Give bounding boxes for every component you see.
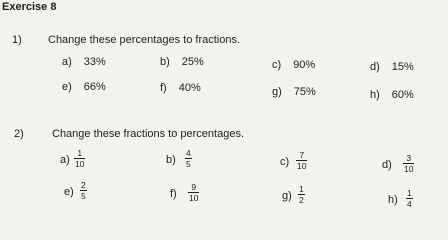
q1-item-b <box>160 56 204 68</box>
q1-item-c <box>272 59 315 71</box>
q2-fraction-e <box>80 180 87 201</box>
q2-item-label-h: h) <box>388 194 398 206</box>
fraction-denominator: 10 <box>75 159 85 169</box>
q1-item-value: 25% <box>181 56 204 68</box>
q2-item-label-b: b) <box>166 154 176 166</box>
q1-item-value: 40% <box>178 82 201 94</box>
fraction-numerator: 1 <box>77 148 83 158</box>
question-1-prompt: Change these percentages to fractions. <box>48 34 241 46</box>
q2-item-label-f: f) <box>170 188 177 200</box>
fraction-numerator: 9 <box>191 182 197 192</box>
q1-item-a <box>62 56 106 68</box>
q1-item-value: 33% <box>83 56 106 68</box>
fraction-denominator: 2 <box>299 195 304 205</box>
q1-item-value: 75% <box>293 86 316 98</box>
q1-item-value: 60% <box>391 89 414 101</box>
q1-item-value: 15% <box>391 61 414 73</box>
q2-item-label-c: c) <box>280 156 290 168</box>
fraction-numerator: 3 <box>406 153 412 163</box>
fraction-numerator: 1 <box>407 188 412 198</box>
q2-fraction-h <box>406 188 413 209</box>
q1-item-h <box>370 89 414 101</box>
fraction-denominator: 10 <box>297 161 307 171</box>
fraction-numerator: 1 <box>299 184 304 194</box>
fraction-denominator: 10 <box>404 164 414 174</box>
q2-fraction-d <box>403 153 414 174</box>
q1-item-label: a) <box>62 56 72 68</box>
q2-item-label-g: g) <box>282 190 292 202</box>
question-1-number: 1) <box>12 34 22 46</box>
q2-fraction-f <box>188 182 199 203</box>
q1-item-label: c) <box>272 59 282 71</box>
exercise-title: Exercise 8 <box>2 1 57 13</box>
question-2-number: 2) <box>14 128 24 140</box>
q2-item-label-a: a) <box>60 154 70 166</box>
q1-item-value: 66% <box>83 81 106 93</box>
q2-item-label-e: e) <box>64 186 74 198</box>
q1-item-label: f) <box>160 82 167 94</box>
fraction-numerator: 7 <box>299 150 305 160</box>
fraction-denominator: 4 <box>407 199 412 209</box>
question-2-prompt: Change these fractions to percentages. <box>52 128 245 140</box>
q1-item-label: e) <box>62 81 72 93</box>
fraction-numerator: 4 <box>186 148 191 158</box>
q1-item-label: g) <box>272 86 282 98</box>
q1-item-label: b) <box>160 56 170 68</box>
q1-item-d <box>370 61 414 73</box>
q2-fraction-g <box>298 184 305 205</box>
q1-item-e <box>62 81 106 93</box>
fraction-denominator: 5 <box>81 191 86 201</box>
q1-item-f <box>160 82 201 94</box>
q2-fraction-a <box>74 148 85 169</box>
q2-item-label-d: d) <box>382 159 392 171</box>
q2-fraction-c <box>296 150 307 171</box>
fraction-denominator: 10 <box>189 193 199 203</box>
q1-item-label: d) <box>370 61 380 73</box>
q1-item-label: h) <box>370 89 380 101</box>
fraction-denominator: 5 <box>186 159 191 169</box>
fraction-numerator: 2 <box>81 180 86 190</box>
q1-item-g <box>272 86 316 98</box>
q1-item-value: 90% <box>293 59 316 71</box>
q2-fraction-b <box>185 148 192 169</box>
